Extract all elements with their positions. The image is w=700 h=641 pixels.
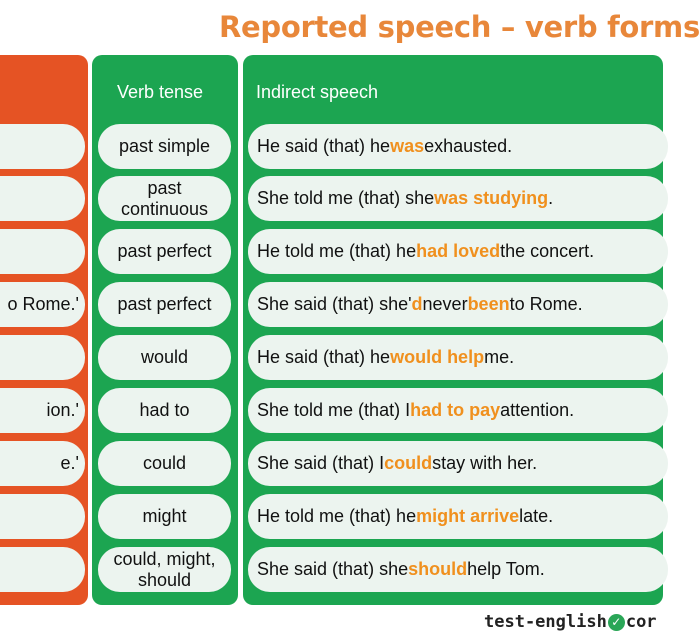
indirect-speech-sentence: [248, 282, 668, 327]
highlighted-verb: had to pay: [410, 400, 501, 420]
checkmark-icon: ✓: [608, 614, 625, 631]
indirect-speech-sentence: [248, 229, 668, 274]
direct-speech-cell: [0, 335, 85, 380]
highlighted-verb: was studying: [434, 188, 549, 208]
sentence-text: attention.: [500, 400, 575, 420]
logo-text-end: cor: [625, 612, 657, 632]
verb-tense-cell: past perfect: [98, 229, 231, 274]
sentence-text: help Tom.: [467, 559, 545, 579]
sentence-text: exhausted.: [424, 136, 513, 156]
sentence-text: He told me (that) he: [257, 506, 417, 526]
direct-speech-cell: [0, 494, 85, 539]
page-title: Reported speech – verb forms: [219, 10, 700, 44]
indirect-speech-sentence: [248, 176, 668, 221]
indirect-speech-sentence: [248, 547, 668, 592]
sentence-text: She told me (that) I: [257, 400, 411, 420]
verb-tense-cell: past perfect: [98, 282, 231, 327]
direct-speech-cell: e.': [0, 441, 85, 486]
sentence-text: stay with her.: [432, 453, 538, 473]
indirect-speech-sentence: [248, 388, 668, 433]
highlighted-verb: been: [467, 294, 510, 314]
sentence-text: She said (that) she: [257, 559, 409, 579]
direct-speech-cell: [0, 547, 85, 592]
sentence-text: She told me (that) she: [257, 188, 435, 208]
site-logo: [484, 612, 657, 632]
verb-tense-cell: could, might, should: [98, 547, 231, 592]
indirect-speech-sentence: [248, 335, 668, 380]
sentence-text: He told me (that) he: [257, 241, 417, 261]
highlighted-verb: d: [411, 294, 423, 314]
sentence-text: never: [422, 294, 468, 314]
sentence-text: She said (that) I: [257, 453, 385, 473]
direct-speech-cell: ion.': [0, 388, 85, 433]
sentence-text: to Rome.: [509, 294, 583, 314]
sentence-text: the concert.: [500, 241, 595, 261]
direct-speech-cell: [0, 229, 85, 274]
direct-speech-cell: [0, 124, 85, 169]
indirect-speech-sentence: [248, 441, 668, 486]
highlighted-verb: was: [390, 136, 425, 156]
verb-tense-cell: past continuous: [98, 176, 231, 221]
sentence-text: late.: [519, 506, 554, 526]
direct-speech-cell: [0, 176, 85, 221]
verb-tense-cell: might: [98, 494, 231, 539]
verb-tense-cell: past simple: [98, 124, 231, 169]
sentence-text: He said (that) he: [257, 136, 391, 156]
highlighted-verb: might arrive: [416, 506, 520, 526]
verb-tense-cell: could: [98, 441, 231, 486]
verb-tense-cell: would: [98, 335, 231, 380]
verb-tense-header: Verb tense: [117, 82, 204, 102]
direct-speech-cell: o Rome.': [0, 282, 85, 327]
indirect-speech-header: Indirect speech: [256, 82, 379, 102]
sentence-text: He said (that) he: [257, 347, 391, 367]
highlighted-verb: should: [408, 559, 468, 579]
sentence-text: me.: [484, 347, 515, 367]
logo-text: test-english: [484, 612, 607, 632]
highlighted-verb: would help: [390, 347, 485, 367]
indirect-speech-sentence: [248, 494, 668, 539]
indirect-speech-sentence: [248, 124, 668, 169]
verb-tense-cell: had to: [98, 388, 231, 433]
highlighted-verb: could: [384, 453, 433, 473]
sentence-text: She said (that) she': [257, 294, 412, 314]
highlighted-verb: had loved: [416, 241, 501, 261]
sentence-text: .: [548, 188, 554, 208]
